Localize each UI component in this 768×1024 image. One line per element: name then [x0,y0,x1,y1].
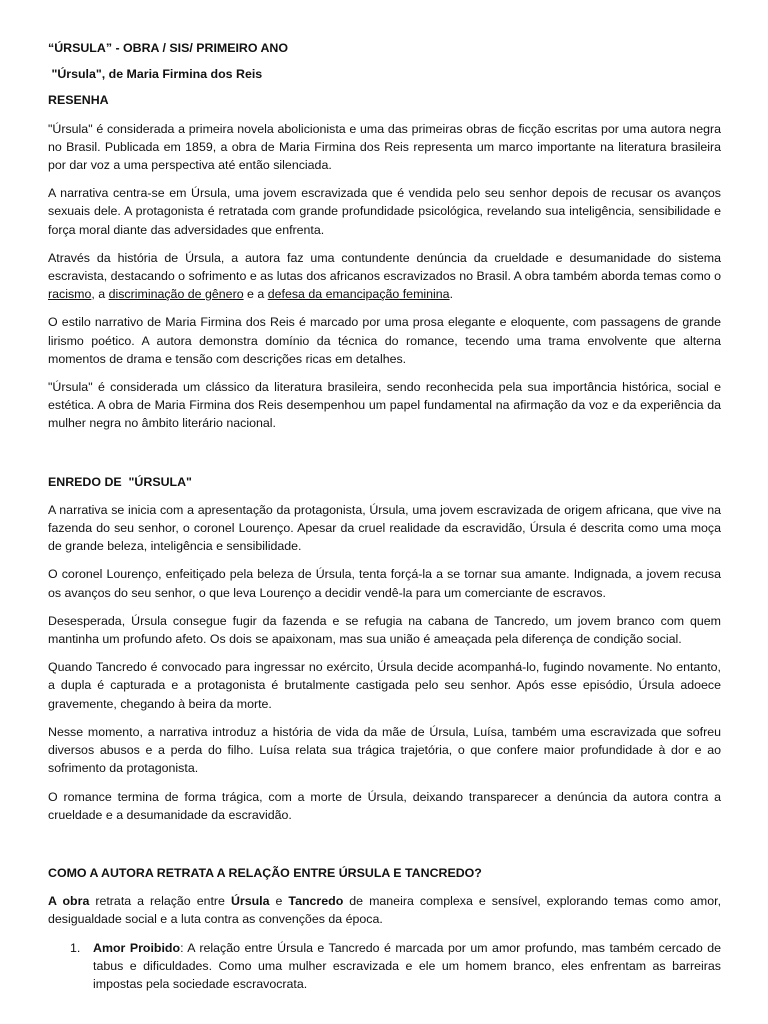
resenha-paragraph-2: A narrativa centra-se em Úrsula, uma jovem escravizada que é vendida pelo seu senhor depois de recusar os avanços sexuais dele. A protagonista é retratada com grande profundidade psicológica, revelando sua inteligência, sensibilidade e força moral diante das adversidades que enfrenta. [48,186,721,237]
section-heading-enredo: ENREDO DE "ÚRSULA" [48,474,192,489]
resenha-paragraph-3 [48,249,721,304]
enredo-paragraph-6: O romance termina de forma trágica, com a morte de Úrsula, deixando transparecer a denúncia da autora contra a crueldade e a desumanidade da escravidão. [48,789,721,822]
enredo-paragraph-5: Nesse momento, a narrativa introduz a história de vida da mãe de Úrsula, Luísa, também uma escravizada que sofreu diversos abusos e a perda do filho. Luísa relata sua trágica trajetória, o que confere maior profundidade à dor e ao sofrimento da protagonista. [48,724,721,776]
section-heading-resenha: RESENHA [48,93,109,108]
relacao-intro-paragraph [48,892,721,928]
document-subtitle: "Úrsula", de Maria Firmina dos Reis [48,67,263,82]
relacao-intro-bold-3: Tancredo [288,894,344,909]
resenha-p3-text-c: e a [243,287,268,302]
resenha-p3-text-d: . [449,287,454,302]
document-title: “ÚRSULA” - OBRA / SIS/ PRIMEIRO ANO [48,41,289,55]
resenha-p3-text-b: , a [91,287,109,302]
relacao-numbered-list [48,939,721,994]
resenha-paragraph-5: "Úrsula" é considerada um clássico da literatura brasileira, sendo reconhecida pela sua importância histórica, social e estética. A obra de Maria Firmina dos Reis desempenhou um papel fundamental na afirmação da voz e da experiência da mulher negra no âmbito literário nacional. [48,380,721,431]
list-item-number: 1. [70,940,81,955]
relacao-intro-bold-1: A obra [48,894,90,909]
relacao-intro-text-1: retrata a relação entre [89,894,231,909]
list-item [48,939,721,994]
document-page [48,39,721,993]
enredo-paragraph-1: A narrativa se inicia com a apresentação da protagonista, Úrsula, uma jovem escravizada de origem africana, que vive na fazenda do seu senhor, o coronel Lourenço. Apesar da cruel realidade da escravidão, Úrsula é descrita como uma moça de grande beleza, inteligência e sensibilidade. [48,502,721,554]
list-item-text: : A relação entre Úrsula e Tancredo é marcada por um amor profundo, mas também cercado de tabus e dificuldades. Como uma mulher escravizada e ele um homem branco, eles enfrentam as barreiras impostas pela sociedade escravocrata. [93,940,721,991]
enredo-paragraph-4: Quando Tancredo é convocado para ingressar no exército, Úrsula decide acompanhá-lo, fugindo novamente. No entanto, a dupla é capturada e a protagonista é brutalmente castigada pelo seu senhor. Após esse episódio, Úrsula adoece gravemente, chegando à beira da morte. [48,660,721,711]
resenha-paragraph-4: O estilo narrativo de Maria Firmina dos Reis é marcado por uma prosa elegante e eloquente, com passagens de grande lirismo poético. A autora demonstra domínio da técnica do romance, tecendo uma trama envolvente que alterna momentos de drama e tensão com descrições ricas em detalhes. [48,315,721,366]
section-heading-relacao: COMO A AUTORA RETRATA A RELAÇÃO ENTRE ÚRSULA E TANCREDO? [48,865,482,880]
relacao-intro-bold-2: Úrsula [230,894,270,909]
link-defesa-emancipacao-feminina[interactable]: defesa da emancipação feminina [267,287,450,302]
enredo-paragraph-2: O coronel Lourenço, enfeitiçado pela beleza de Úrsula, tenta forçá-la a se tornar sua amante. Indignada, a jovem recusa os avanços do seu senhor, o que leva Lourenço a decidir vendê-la para um comerciante de escravos. [48,567,721,600]
relacao-intro-text-2: e [269,894,289,909]
resenha-p3-text-a: Através da história de Úrsula, a autora faz uma contundente denúncia da crueldade e desumanidade do sistema escravista, destacando o sofrimento e as lutas dos africanos escravizados no Brasil. A obra também aborda temas como o [48,250,721,284]
relacao-intro-text-3: de maneira complexa e sensível, explorando temas como amor, desigualdade social e a luta contra as convenções da época. [48,894,722,927]
enredo-paragraph-3: Desesperada, Úrsula consegue fugir da fazenda e se refugia na cabana de Tancredo, um jovem branco com quem mantinha um profundo afeto. Os dois se apaixonam, mas sua união é ameaçada pela diferença de condição social. [48,613,721,647]
link-racismo[interactable]: racismo [48,287,92,302]
link-discriminacao-de-genero[interactable]: discriminação de gênero [108,287,244,302]
resenha-paragraph-1: "Úrsula" é considerada a primeira novela abolicionista e uma das primeiras obras de ficção escritas por uma autora negra no Brasil. Publicada em 1859, a obra de Maria Firmina dos Reis representa um marco importante na literatura brasileira por dar voz a uma perspectiva até então silenciada. [48,121,721,173]
list-item-title: Amor Proibido [93,940,181,955]
